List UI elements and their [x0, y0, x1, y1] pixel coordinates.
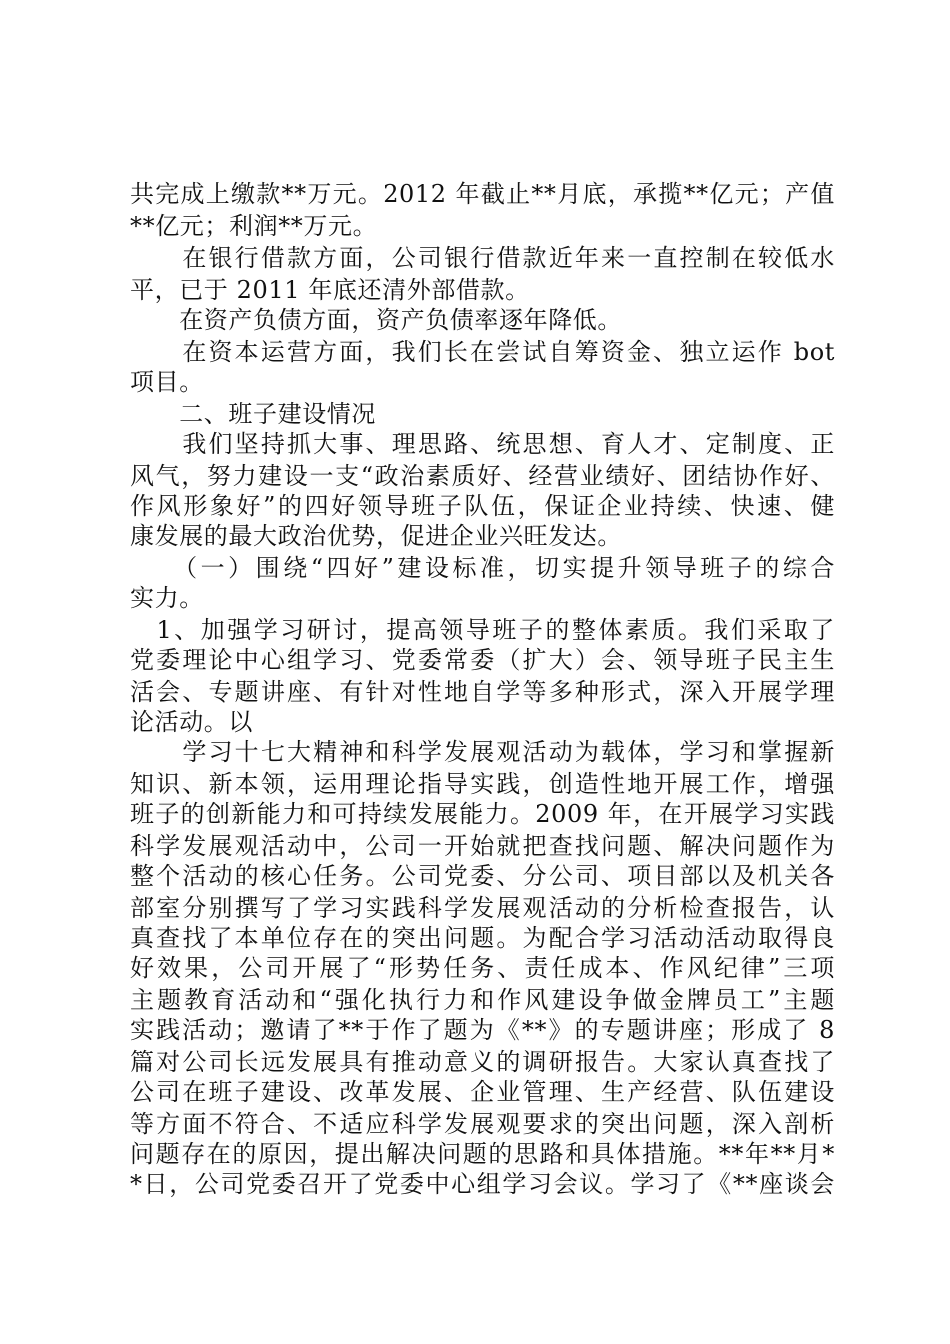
text-line: 党委理论中心组学习、党委常委（扩大）会、领导班子民主生 — [130, 646, 835, 674]
text-line: 我们坚持抓大事、理思路、统思想、育人才、定制度、正 — [130, 430, 835, 458]
text-line: 等方面不符合、不适应科学发展观要求的突出问题，深入剖析 — [130, 1110, 835, 1138]
subsection-heading: 实力。 — [130, 584, 204, 612]
text-line: 作风形象好”的四好领导班子队伍，保证企业持续、快速、健 — [130, 492, 835, 520]
text-line: 真查找了本单位存在的突出问题。为配合学习活动活动取得良 — [130, 924, 835, 952]
text-line: 风气，努力建设一支“政治素质好、经营业绩好、团结协作好、 — [130, 462, 835, 490]
text-line: 项目。 — [130, 368, 204, 396]
text-line: 公司在班子建设、改革发展、企业管理、生产经营、队伍建设 — [130, 1078, 835, 1106]
text-line: 在资本运营方面，我们长在尝试自筹资金、独立运作 bot — [130, 338, 835, 366]
text-line: 实践活动；邀请了**于作了题为《**》的专题讲座；形成了 8 — [130, 1016, 835, 1044]
text-line: 主题教育活动和“强化执行力和作风建设争做金牌员工”主题 — [130, 986, 835, 1014]
text-line: 学习十七大精神和科学发展观活动为载体，学习和掌握新 — [130, 738, 835, 766]
text-line: *日，公司党委召开了党委中心组学习会议。学习了《**座谈会 — [130, 1170, 835, 1198]
text-line: 班子的创新能力和可持续发展能力。2009 年，在开展学习实践 — [130, 800, 835, 828]
text-line: 知识、新本领，运用理论指导实践，创造性地开展工作，增强 — [130, 770, 835, 798]
section-heading: 二、班子建设情况 — [130, 400, 376, 428]
text-line: 问题存在的原因，提出解决问题的思路和具体措施。**年**月* — [130, 1140, 835, 1168]
text-line: 好效果，公司开展了“形势任务、责任成本、作风纪律”三项 — [130, 954, 835, 982]
text-line: 康发展的最大政治优势，促进企业兴旺发达。 — [130, 522, 622, 550]
text-line: 在资产负债方面，资产负债率逐年降低。 — [130, 306, 622, 334]
text-line: 共完成上缴款**万元。2012 年截止**月底，承揽**亿元；产值 — [130, 180, 835, 208]
text-line: 科学发展观活动中，公司一开始就把查找问题、解决问题作为 — [130, 832, 835, 860]
text-line: 部室分别撰写了学习实践科学发展观活动的分析检查报告，认 — [130, 894, 835, 922]
text-line: 论活动。以 — [130, 708, 253, 736]
text-line: 在银行借款方面，公司银行借款近年来一直控制在较低水 — [130, 244, 835, 272]
text-line: 篇对公司长远发展具有推动意义的调研报告。大家认真查找了 — [130, 1048, 835, 1076]
text-line: 活会、专题讲座、有针对性地自学等多种形式，深入开展学理 — [130, 678, 835, 706]
text-line: 1、加强学习研讨，提高领导班子的整体素质。我们采取了 — [130, 616, 835, 644]
text-line: **亿元；利润**万元。 — [130, 212, 378, 240]
text-line: 平，已于 2011 年底还清外部借款。 — [130, 276, 530, 304]
text-line: 整个活动的核心任务。公司党委、分公司、项目部以及机关各 — [130, 862, 835, 890]
subsection-heading: （一）围绕“四好”建设标准，切实提升领导班子的综合 — [130, 554, 835, 582]
